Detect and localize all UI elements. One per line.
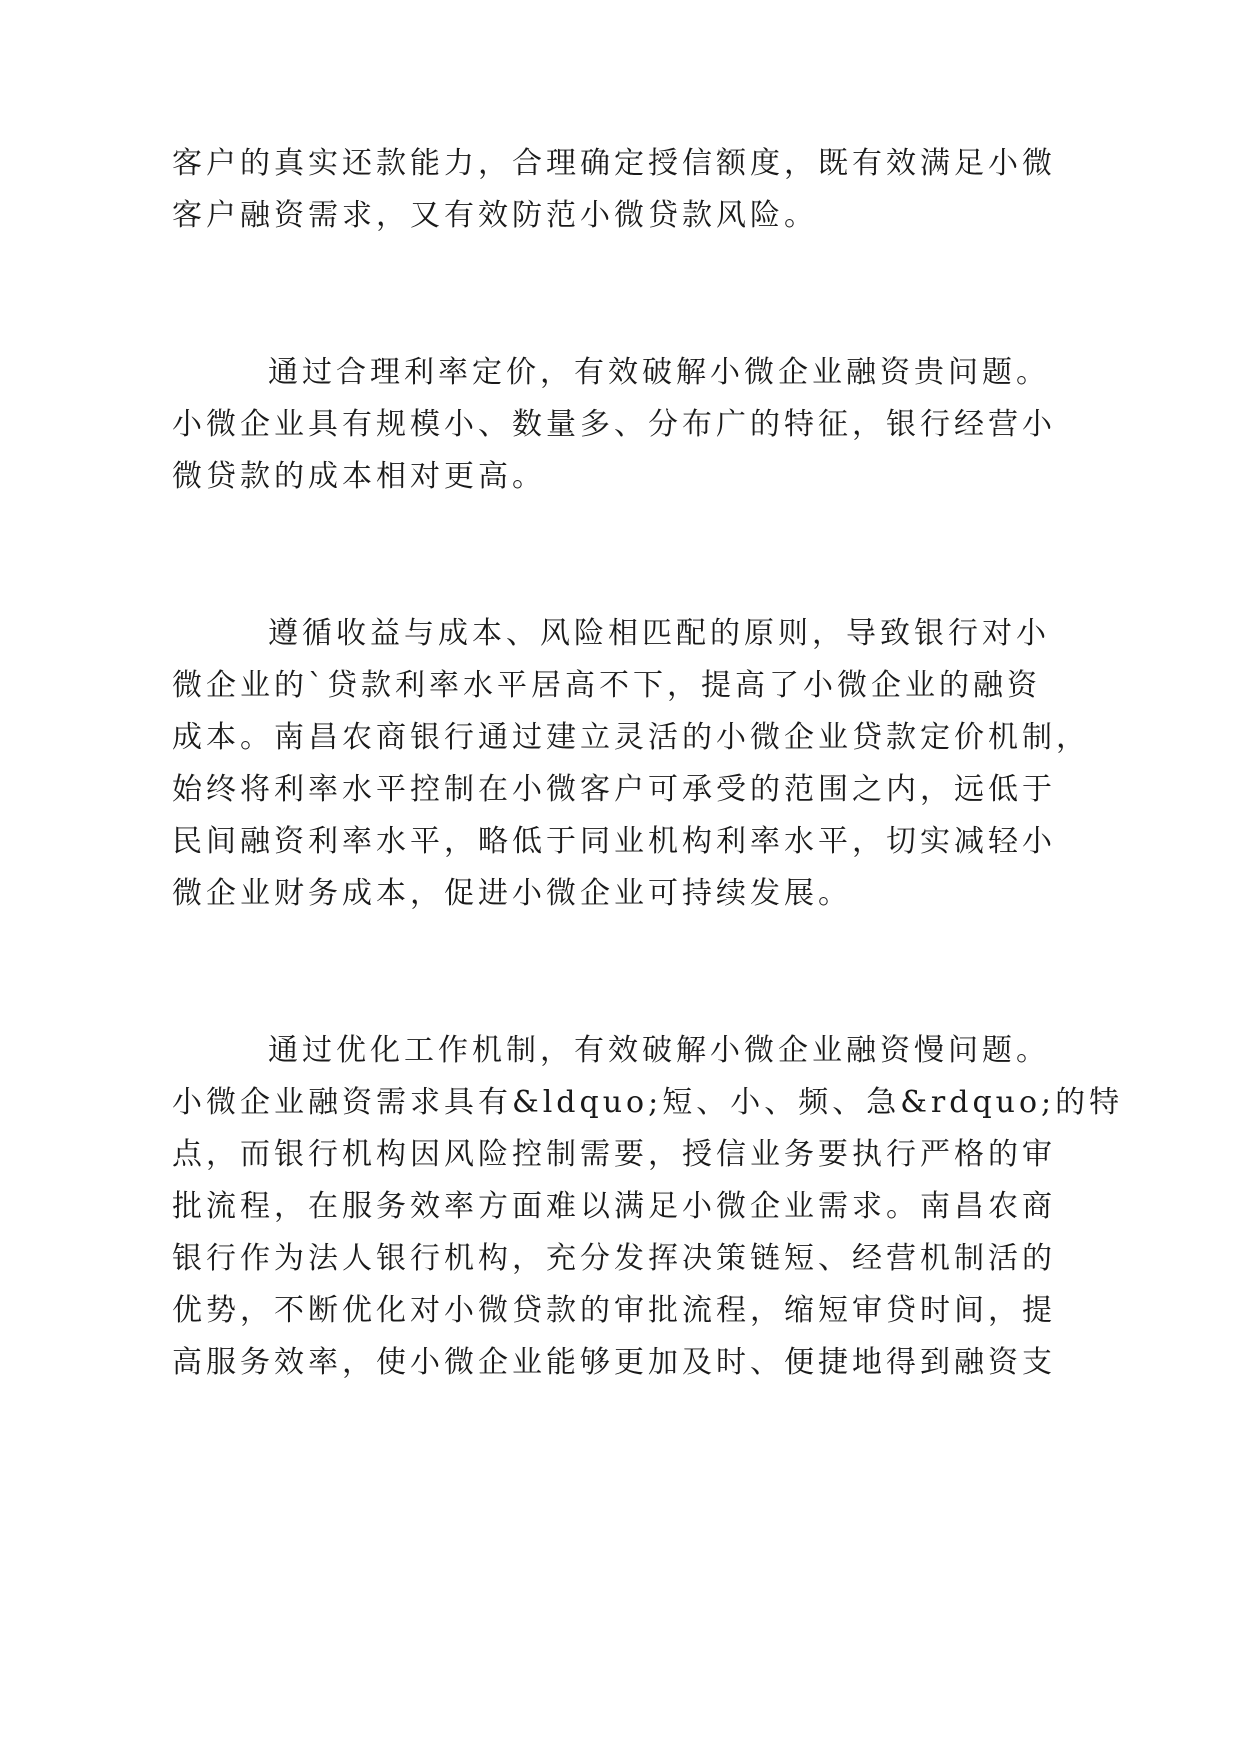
paragraph-1-line-2: 客户融资需求，又有效防范小微贷款风险。 <box>172 198 818 233</box>
paragraph-4-line-3: 点，而银行机构因风险控制需要，授信业务要执行严格的审 <box>172 1137 1056 1172</box>
paragraph-3-line-5: 民间融资利率水平，略低于同业机构利率水平，切实减轻小 <box>172 824 1056 859</box>
paragraph-2-line-1: 通过合理利率定价，有效破解小微企业融资贵问题。 <box>268 355 1050 390</box>
paragraph-3-line-2: 微企业的`贷款利率水平居高不下，提高了小微企业的融资 <box>172 668 1041 703</box>
paragraph-2-line-2: 小微企业具有规模小、数量多、分布广的特征，银行经营小 <box>172 407 1056 442</box>
paragraph-4-line-5: 银行作为法人银行机构，充分发挥决策链短、经营机制活的 <box>172 1241 1056 1276</box>
paragraph-3-line-4: 始终将利率水平控制在小微客户可承受的范围之内，远低于 <box>172 772 1056 807</box>
paragraph-4-line-2: 小微企业融资需求具有&ldquo;短、小、频、急&rdquo;的特 <box>172 1085 1124 1120</box>
paragraph-4-line-7: 高服务效率，使小微企业能够更加及时、便捷地得到融资支 <box>172 1345 1056 1380</box>
paragraph-4-line-4: 批流程，在服务效率方面难以满足小微企业需求。南昌农商 <box>172 1189 1056 1224</box>
paragraph-3-line-1: 遵循收益与成本、风险相匹配的原则，导致银行对小 <box>268 616 1050 651</box>
paragraph-4-line-6: 优势，不断优化对小微贷款的审批流程，缩短审贷时间，提 <box>172 1293 1056 1328</box>
paragraph-2-line-3: 微贷款的成本相对更高。 <box>172 459 546 494</box>
paragraph-1-line-1: 客户的真实还款能力，合理确定授信额度，既有效满足小微 <box>172 146 1056 181</box>
paragraph-3-line-3: 成本。南昌农商银行通过建立灵活的小微企业贷款定价机制， <box>172 720 1090 755</box>
paragraph-4-line-1: 通过优化工作机制，有效破解小微企业融资慢问题。 <box>268 1033 1050 1068</box>
paragraph-3-line-6: 微企业财务成本，促进小微企业可持续发展。 <box>172 876 852 911</box>
